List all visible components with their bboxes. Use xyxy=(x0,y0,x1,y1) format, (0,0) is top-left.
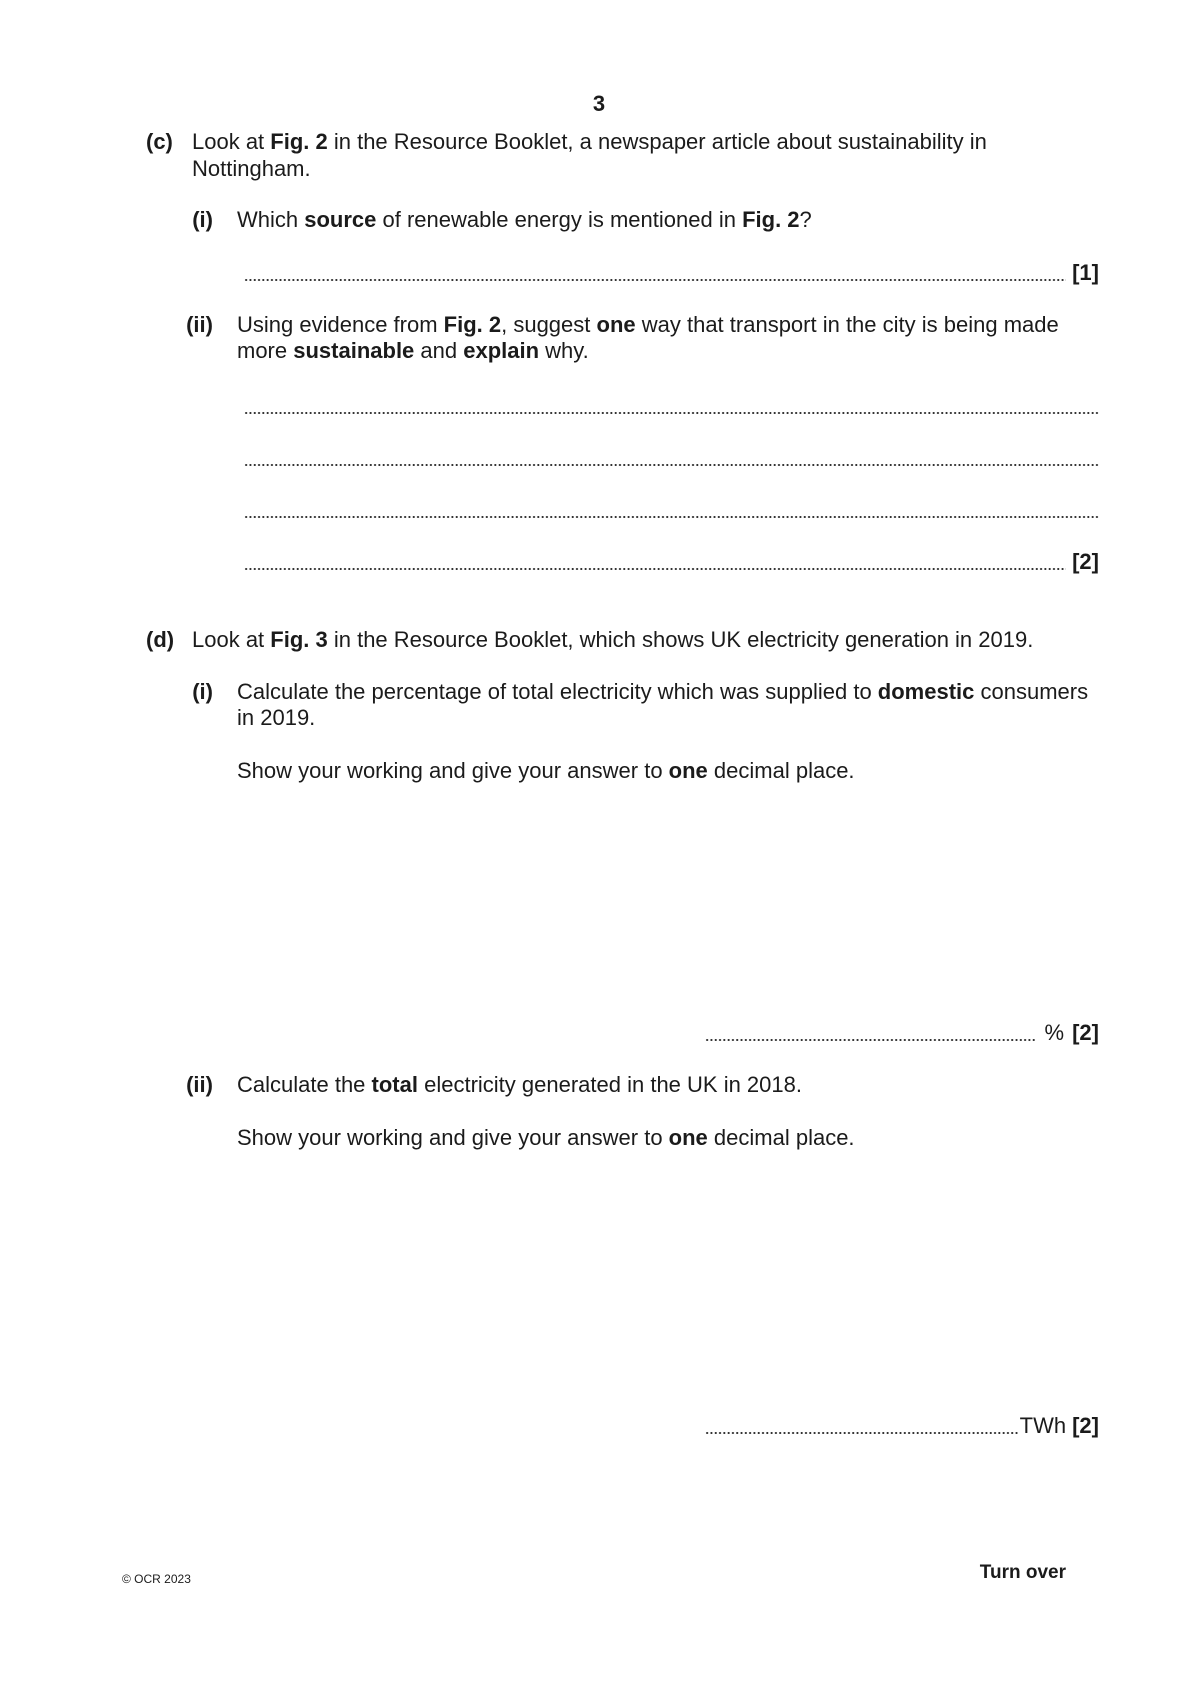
figure-reference: Fig. 2 xyxy=(443,312,502,337)
prompt-text: Calculate the percentage of total electricity which was supplied to xyxy=(237,679,878,704)
question-d-stem xyxy=(192,626,1033,653)
marks-label: [2] xyxy=(1072,1413,1099,1438)
question-d-i-prompt-line-1 xyxy=(237,678,1088,705)
answer-line-dots xyxy=(244,444,1099,471)
question-c-i-label: (i) xyxy=(192,207,213,232)
working-space xyxy=(237,1170,1099,1390)
prompt-text: and xyxy=(414,338,464,363)
marks-label: [2] xyxy=(1072,1020,1099,1045)
keyword: one xyxy=(668,758,708,783)
answer-line-dots xyxy=(244,392,1099,419)
instruction-text: decimal place. xyxy=(707,1125,855,1150)
stem-text: in the Resource Booklet, which shows UK electricity generation in 2019. xyxy=(327,627,1034,652)
question-d-ii-instruction xyxy=(237,1124,855,1151)
question-c-label: (c) xyxy=(146,129,173,154)
keyword: explain xyxy=(463,338,540,363)
question-c-stem-line-1 xyxy=(192,128,987,155)
unit-label: TWh xyxy=(1019,1413,1067,1438)
prompt-text: Which xyxy=(237,207,305,232)
instruction-text: Show your working and give your answer to xyxy=(237,758,669,783)
question-d-label: (d) xyxy=(146,627,175,652)
keyword: domestic xyxy=(877,679,975,704)
stem-text: Nottingham. xyxy=(192,156,311,181)
answer-line xyxy=(244,444,1099,471)
answer-line xyxy=(244,392,1099,419)
copyright-notice: © OCR 2023 xyxy=(122,1572,191,1586)
question-d-ii-prompt xyxy=(237,1071,802,1098)
prompt-text: Using evidence from xyxy=(237,312,444,337)
prompt-text: more xyxy=(237,338,294,363)
stem-text: Look at xyxy=(192,627,271,652)
stem-text: Look at xyxy=(192,129,271,154)
instruction-text: decimal place. xyxy=(707,758,855,783)
prompt-text: of renewable energy is mentioned in xyxy=(376,207,743,232)
working-space xyxy=(237,800,1099,1000)
figure-reference: Fig. 2 xyxy=(270,129,328,154)
answer-line xyxy=(244,496,1099,523)
answer-line xyxy=(705,1412,1099,1439)
prompt-text: consumers xyxy=(974,679,1089,704)
question-d-ii-label: (ii) xyxy=(186,1072,213,1097)
answer-line-dots xyxy=(244,259,1066,286)
question-c-ii-label: (ii) xyxy=(186,312,213,337)
question-d-i-prompt-line-2 xyxy=(237,704,315,731)
answer-line xyxy=(705,1019,1099,1046)
stem-text: in the Resource Booklet, a newspaper article about sustainability in xyxy=(327,129,987,154)
prompt-text: , suggest xyxy=(501,312,597,337)
question-c-ii-prompt-line-2 xyxy=(237,337,589,364)
marks-label: [1] xyxy=(1072,260,1099,285)
question-c-ii-prompt-line-1 xyxy=(237,311,1059,338)
answer-line-dots xyxy=(705,1412,1019,1439)
question-d-i-label: (i) xyxy=(192,679,213,704)
answer-line-dots xyxy=(705,1019,1035,1046)
keyword: sustainable xyxy=(293,338,415,363)
instruction-text: Show your working and give your answer to xyxy=(237,1125,669,1150)
answer-line-dots xyxy=(244,496,1099,523)
prompt-text: Calculate the xyxy=(237,1072,372,1097)
turn-over-label: Turn over xyxy=(979,1562,1066,1583)
prompt-text: electricity generated in the UK in 2018. xyxy=(417,1072,802,1097)
answer-line xyxy=(244,259,1099,286)
marks-label: [2] xyxy=(1072,549,1099,574)
prompt-text: in 2019. xyxy=(237,705,316,730)
keyword: total xyxy=(371,1072,418,1097)
answer-line-dots xyxy=(244,548,1066,575)
question-d-i-instruction xyxy=(237,757,855,784)
question-c-i-prompt xyxy=(237,206,812,233)
question-c-stem-line-2 xyxy=(192,155,311,182)
answer-line xyxy=(244,548,1099,575)
page-number: 3 xyxy=(592,91,606,116)
prompt-text: why. xyxy=(539,338,589,363)
keyword: one xyxy=(596,312,636,337)
prompt-text: way that transport in the city is being made xyxy=(635,312,1059,337)
unit-label: % xyxy=(1044,1020,1065,1045)
figure-reference: Fig. 2 xyxy=(742,207,800,232)
keyword: source xyxy=(304,207,377,232)
figure-reference: Fig. 3 xyxy=(270,627,328,652)
prompt-text: ? xyxy=(799,207,812,232)
keyword: one xyxy=(668,1125,708,1150)
